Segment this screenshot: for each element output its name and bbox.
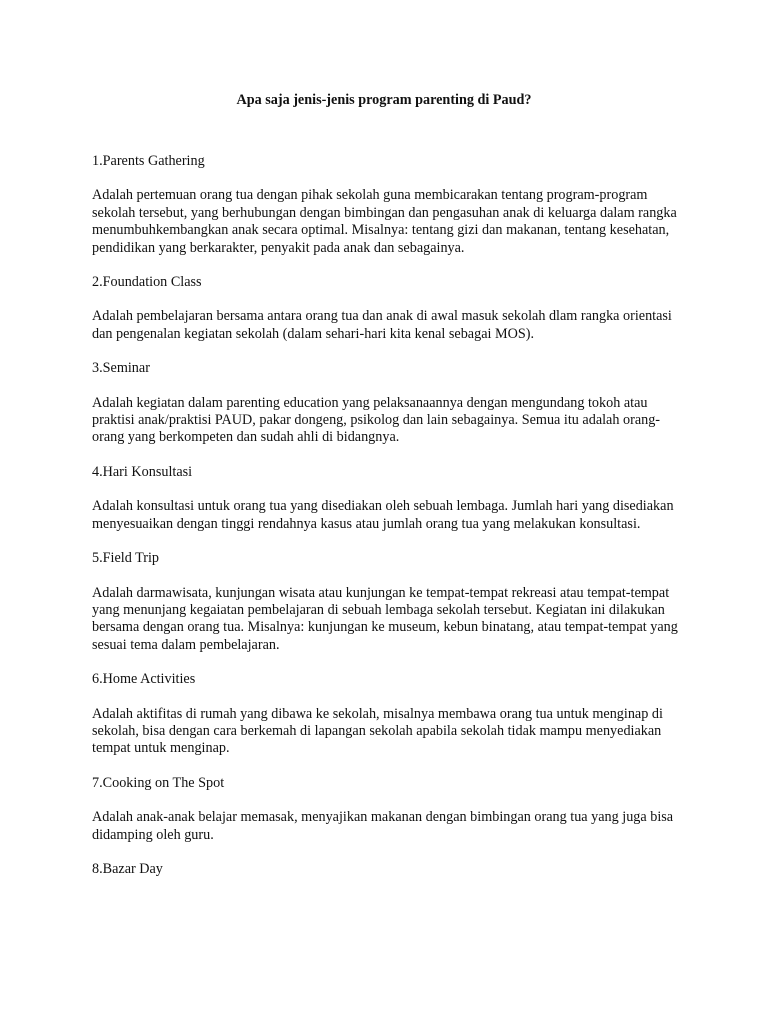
- section-home-activities: [92, 671, 692, 758]
- section-heading: 2.Foundation Class: [92, 274, 202, 291]
- section-hari-konsultasi: [92, 464, 692, 533]
- section-heading: 5.Field Trip: [92, 550, 160, 567]
- section-seminar: [92, 360, 692, 447]
- section-body: Adalah konsultasi untuk orang tua yang disediakan oleh sebuah lembaga. Jumlah hari yang disediakan menyesuaikan dengan tinggi rendahnya kasus atau jumlah orang tua yang melakukan konsultasi.: [92, 498, 674, 532]
- section-body: Adalah aktifitas di rumah yang dibawa ke sekolah, misalnya membawa orang tua untuk menginap di sekolah, bisa dengan cara berkemah di lapangan sekolah apabila sekolah tidak mampu menyediakan tempat untuk menginap.: [92, 705, 663, 757]
- section-heading: 7.Cooking on The Spot: [92, 774, 225, 791]
- section-body: Adalah pertemuan orang tua dengan pihak sekolah guna membicarakan tentang program-program sekolah tersebut, yang berhubungan dengan bimbingan dan pengasuhan anak di keluarga dalam rangka menumbuhkembangkan anak secara optimal. Misalnya: tentang gizi dan makanan, tentang kesehatan, pendidikan yang berkarakter, penyakit pada anak dan sebagainya.: [92, 187, 677, 256]
- section-heading: 6.Home Activities: [92, 671, 196, 688]
- section-heading: 1.Parents Gathering: [92, 153, 205, 169]
- section-body: Adalah kegiatan dalam parenting education yang pelaksanaannya dengan mengundang tokoh atau praktisi anak/praktisi PAUD, pakar dongeng, psikolog dan lain sebagainya. Semua itu adalah orang-orang yang berkompeten dan sudah ahli di bidangnya.: [92, 394, 661, 446]
- section-body: Adalah anak-anak belajar memasak, menyajikan makanan dengan bimbingan orang tua yang juga bisa didamping oleh guru.: [92, 809, 674, 843]
- section-bazar-day: [92, 861, 692, 878]
- section-cooking-on-the-spot: [92, 775, 692, 844]
- section-heading: 8.Bazar Day: [92, 860, 163, 877]
- section-body: Adalah pembelajaran bersama antara orang tua dan anak di awal masuk sekolah dlam rangka orientasi dan pengenalan kegiatan sekolah (dalam sehari-hari kita kenal sebagai MOS).: [92, 308, 672, 342]
- document-title: Apa saja jenis-jenis program parenting di Paud?: [236, 92, 532, 108]
- section-foundation-class: [92, 274, 692, 343]
- section-heading: 4.Hari Konsultasi: [92, 463, 193, 480]
- section-field-trip: [92, 550, 692, 654]
- section-parents-gathering: [92, 153, 692, 257]
- section-body: Adalah darmawisata, kunjungan wisata atau kunjungan ke tempat-tempat rekreasi atau tempat-tempat yang menunjang kegaiatan pembelajaran di sebuah lembaga sekolah tersebut. Kegiatan ini dilakukan bersama dengan orang tua. Misalnya: kunjungan ke museum, kebun binatang, atau tempat-tempat yang sesuai tema dalam pembelajaran.: [92, 584, 678, 653]
- section-heading: 3.Seminar: [92, 360, 150, 377]
- document-content: [92, 153, 692, 895]
